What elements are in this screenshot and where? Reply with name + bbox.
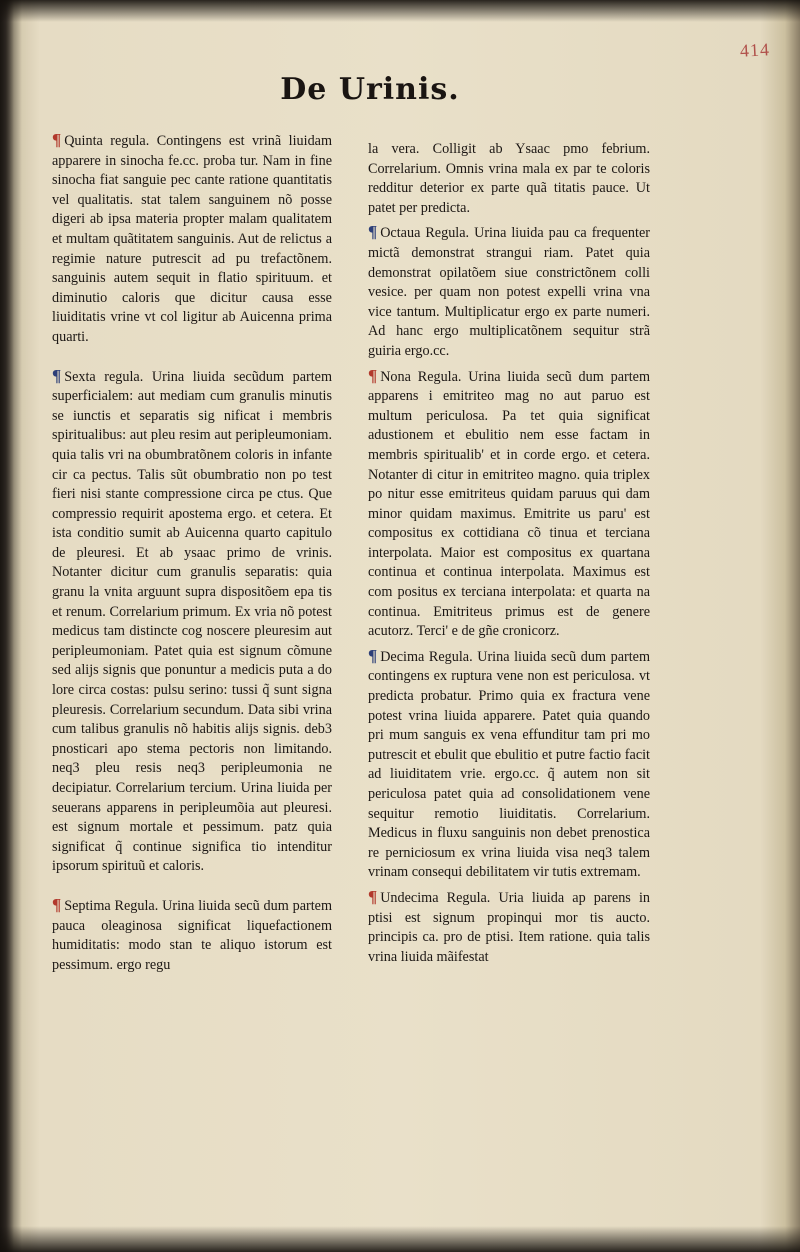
pilcrow-mark: ¶ — [52, 894, 62, 914]
paragraph-text: Octaua Regula. Urina liuida pau ca frequenter mictã demonstrat strangui riam. Patet quia demonstrat opilatõem siue constrictõnem colli vesice. per quam non potest expelli vrina vna vice tantum. Multiplicatur ergo ex parte numeri. Ad hanc ergo multiplicatõnem sequitur strã guiria ergo.cc. — [368, 225, 650, 359]
pilcrow-mark: ¶ — [368, 886, 378, 906]
paragraph — [52, 130, 332, 348]
paragraph-text: Septima Regula. Urina liuida secũ dum partem pauca oleaginosa significat liquefactionem humiditatis: modo stan te aliquo istorum est pessimum. ergo regu — [52, 897, 332, 973]
paragraph-text: la vera. Colligit ab Ysaac pmo febrium. Correlarium. Omnis vrina mala ex par te coloris redditur deterior ex parte quã titatis pauce. Ut patet per predicta. — [368, 141, 650, 216]
paragraph — [368, 887, 650, 967]
paragraph — [368, 646, 650, 883]
paragraph — [52, 895, 332, 975]
paragraph-text: Nona Regula. Urina liuida secũ dum partem apparens i emitriteo mag no aut paruo est multum periculosa. Pa tet quia significat adustionem et ebulitio nem esse factam in membris spiritualib' et in corde ergo. et cetera. Notanter di citur in emitriteo magno. quia triplex po nitur esse emitriteus quidam paruus qui dam minor quidam maximus. Emitrite us paru' est compositus ex cottidiana cõ tinua et terciana interpolata. Maior est compositus ex quartana continua et continua interpolata. Maximus est com positus ex terciana interpolata: et quarta na continua. Emitriteus primus est de genere acutorz. Terci' e de gñe cronicorz. — [368, 368, 650, 640]
pilcrow-mark: ¶ — [368, 222, 378, 242]
paragraph-text: Quinta regula. Contingens est vrinã liuidam apparere in sinocha fe.cc. proba tur. Nam in fine sinocha fiat sanguie pec cante ratione quantitatis vel qualitatis. stat talem sanguinem nõ posse digeri ab ipsa materia propter malam qualitatem et multam quãtitatem sanguinis. Aut de relictus a regimie nature putrescit ad pu trefactõnem. sanguinis autem sequit in flatio spirituum. et diminutio caloris que dicitur causa esse liuiditatis vrine vt col ligitur ab Auicenna prima quarti. — [52, 133, 332, 345]
folio-number: 414 — [739, 39, 771, 61]
binding-gutter-shadow — [0, 0, 22, 1252]
left-column — [52, 130, 332, 993]
top-edge-shadow — [0, 0, 800, 22]
paragraph — [368, 366, 650, 642]
paragraph-text: Undecima Regula. Uria liuida ap parens in ptisi est signum propinqui mor tis aucto. principis ca. pro de ptisi. Item ratione. quia talis vrina liuida mãifestat — [368, 889, 650, 965]
paragraph — [52, 366, 332, 877]
bottom-edge-shadow — [0, 1226, 800, 1252]
pilcrow-mark: ¶ — [368, 645, 378, 665]
right-column — [368, 140, 650, 971]
pilcrow-mark: ¶ — [368, 365, 378, 385]
paragraph — [368, 140, 650, 218]
running-head: De Urinis. — [280, 72, 460, 107]
pilcrow-mark: ¶ — [52, 365, 62, 385]
paragraph — [368, 222, 650, 361]
paragraph-text: Decima Regula. Urina liuida secũ dum partem contingens ex ruptura vene non est periculosa. vt predicta probatur. Primo quia ex fractura vene potest vrina liuida apparere. Patet quia quando pri mum sanguis ex vena effunditur tam pri mo putrescit et ebulit que ebulitio et putre factio facit ad liuiditatem vrie. ergo.cc. q̃ autem non sit periculosa patet quia ad consolidationem vene sequitur remotio liuiditatis. Correlarium. Medicus in fluxu sanguinis non debet prenostica re perniciosum ex vrina liuida visa neq3 talem vrinam consequi debilitatem vir tutis extremam. — [368, 648, 650, 881]
paragraph-text: Sexta regula. Urina liuida secũdum partem superficialem: aut mediam cum granulis minutis se iunctis et separatis sig nificat i membris spiritualibus: aut pleu resim aut peripleumoniam. quia talis vri na obumbratõnem coloris in infante cir ca pectus. Talis sũt obumbratio non po test fieri nisi stante compressione circa pe ctus. Que compressio requirit apostema ergo. et cetera. Et ista conditio sumit ab Auicenna quarto capitulo de pleuresi. Et ab ysaac primo de vrinis. Notanter dicitur cum granulis separatis: quia granu la vnita arguunt supra dispositõem epa tis et renum. Correlarium primum. Ex vria nõ potest medicus tam distincte cog noscere pleuresim aut peripleumoniam. Patet quia est signum cõmune sed alijs signis que ponuntur a medicis puta a do lore circa costas: pulsu serino: tussi q̃ sunt signa pleuresis. Correlarium secundum. Data sibi vrina cum talibus granulis nõ habitis alijs signis. deb3 pnosticari apo stema pectoris non limitando. neq3 pleu resis neq3 peripleumonia ne decipiatur. Correlarium tercium. Urina liuida per seuerans apparens in peripleumõia aut pleuresi. est signum mortale et pessimum. patz quia significat q̃ continue significa tio intenditur ipsorum spirituũ et caloris. — [52, 368, 332, 875]
pilcrow-mark: ¶ — [52, 130, 62, 149]
